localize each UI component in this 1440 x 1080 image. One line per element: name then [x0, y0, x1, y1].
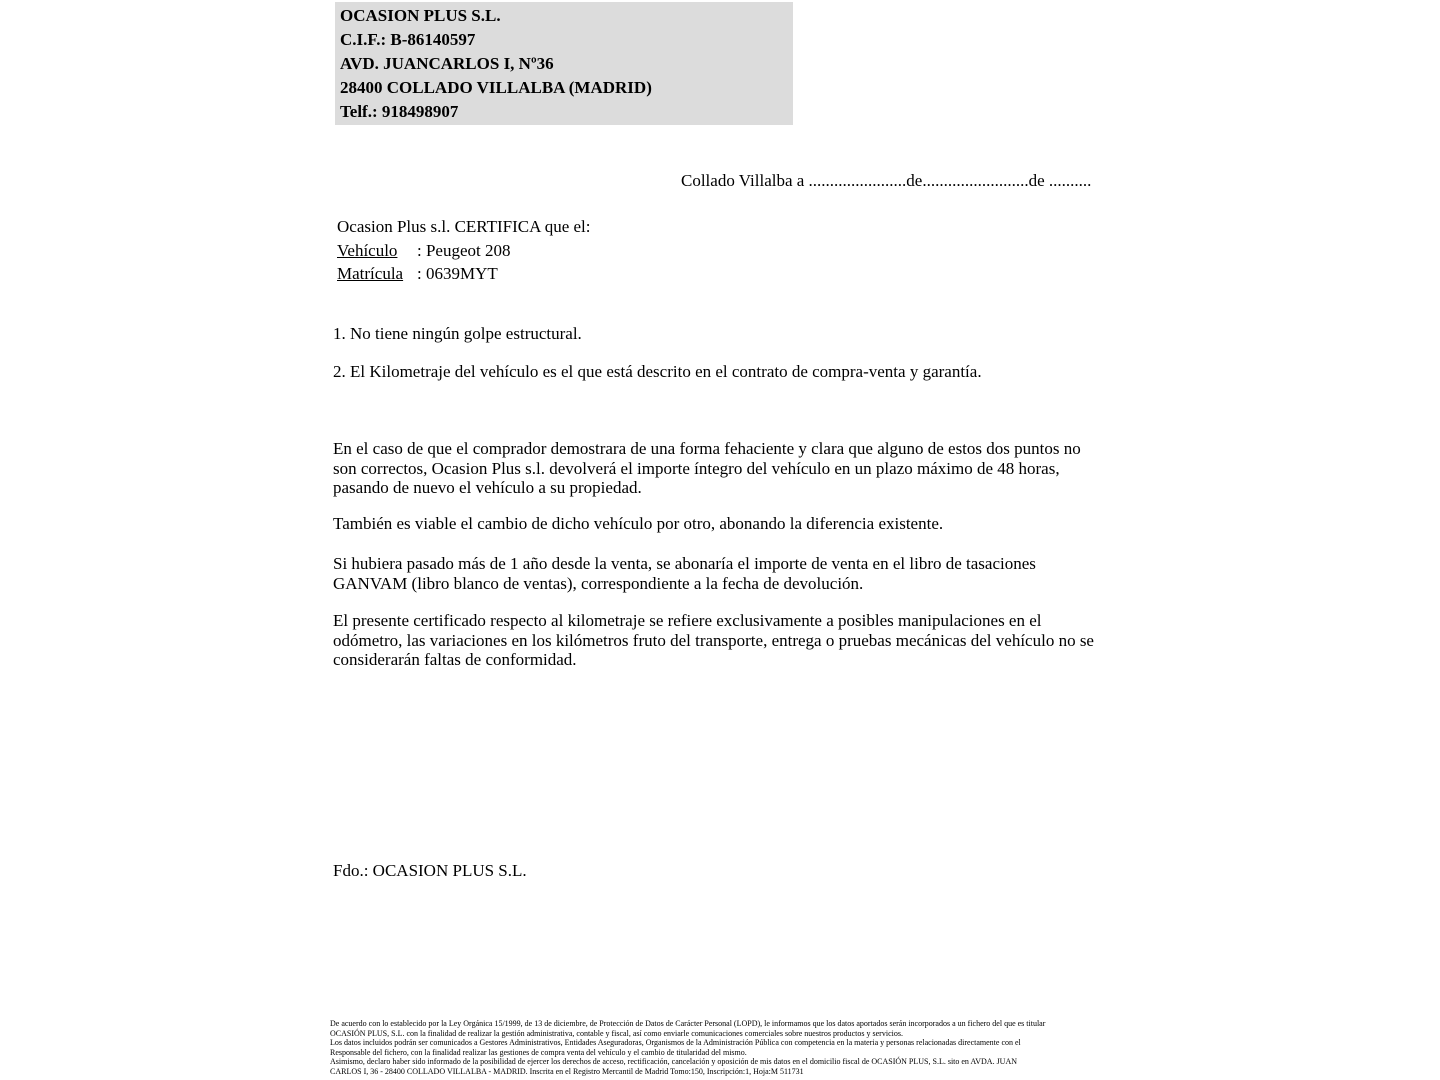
legal-line-2: OCASIÓN PLUS, S.L. con la finalidad de realizar la gestión administrativa, contable y fiscal, así como enviarle comunicaciones comerciales sobre nuestros productos y servicios. [330, 1028, 903, 1038]
plate-label: Matrícula [337, 264, 404, 283]
paragraph-odometer-disclaimer: El presente certificado respecto al kilometraje se refiere exclusivamente a posibles manipulaciones en el odómetro, las variaciones en los kilómetros fruto del transporte, entrega o pruebas mecánicas del vehículo no se considerarán faltas de conformidad. [333, 611, 1094, 669]
company-cif: C.I.F.: B-86140597 [340, 30, 476, 49]
signature-line: Fdo.: OCASION PLUS S.L. [333, 861, 527, 880]
company-info-box [335, 2, 793, 125]
vehicle-field [337, 239, 591, 263]
date-place-line: Collado Villalba a .......................de.........................de .......... [681, 171, 1092, 190]
vehicle-label: Vehículo [337, 240, 398, 260]
condition-item-1: 1. No tiene ningún golpe estructural. [333, 324, 582, 343]
company-city: 28400 COLLADO VILLALBA (MADRID) [340, 78, 652, 97]
plate-field [337, 262, 591, 286]
paragraph-ganvam-valuation: Si hubiera pasado más de 1 año desde la venta, se abonaría el importe de venta en el libro de tasaciones GANVAM (libro blanco de ventas), correspondiente a la fecha de devolución. [333, 554, 1036, 593]
legal-line-4: Responsable del fichero, con la finalidad realizar las gestiones de compra venta del vehículo y el cambio de titularidad del mismo. [330, 1047, 747, 1057]
condition-item-2: 2. El Kilometraje del vehículo es el que está descrito en el contrato de compra-venta y garantía. [333, 362, 982, 381]
legal-line-3: Los datos incluidos podrán ser comunicados a Gestores Administrativos, Entidades Aseguradoras, Organismos de la Administración Pública con competencia en la materia y personas relacionadas directamente con el [330, 1038, 1021, 1048]
company-phone: Telf.: 918498907 [340, 102, 459, 121]
plate-value: : 0639MYT [417, 264, 498, 283]
paragraph-refund-policy: En el caso de que el comprador demostrara de una forma fehaciente y clara que alguno de estos dos puntos no son correctos, Ocasion Plus s.l. devolverá el importe íntegro del vehículo en un plazo máximo de 48 horas, pasando de nuevo el vehículo a su propiedad. [333, 439, 1081, 497]
certification-block [337, 215, 591, 286]
company-address: AVD. JUANCARLOS I, Nº36 [340, 54, 554, 73]
legal-line-5: Asimismo, declaro haber sido informado de la posibilidad de ejercer los derechos de acceso, rectificación, cancelación y oposición de mis datos en el domicilio fiscal de OCASIÓN PLUS, S.L. sito en AVDA. JUAN [330, 1057, 1018, 1067]
legal-line-6: CARLOS I, 36 - 28400 COLLADO VILLALBA - MADRID. Inscrita en el Registro Mercantil de Madrid Tomo:150, Inscripción:1, Hoja:M 511731 [330, 1066, 804, 1076]
paragraph-exchange-option: También es viable el cambio de dicho vehículo por otro, abonando la diferencia existente. [333, 514, 944, 533]
vehicle-value: : Peugeot 208 [417, 240, 511, 260]
legal-footer [330, 1019, 1110, 1077]
certification-intro: Ocasion Plus s.l. CERTIFICA que el: [337, 217, 591, 236]
legal-line-1: De acuerdo con lo establecido por la Ley Orgánica 15/1999, de 13 de diciembre, de Protección de Datos de Carácter Personal (LOPD), le informamos que los datos aportados serán incorporados a un fichero del que es titular [330, 1019, 1046, 1028]
company-name: OCASION PLUS S.L. [340, 6, 501, 25]
